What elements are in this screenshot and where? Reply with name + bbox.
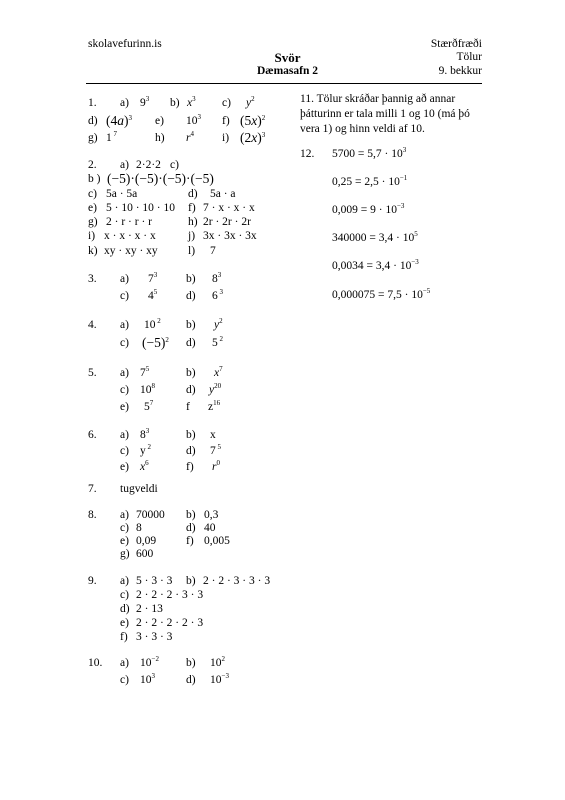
answer-text: f) <box>186 461 194 473</box>
answer-text: 1 $^7$ <box>106 130 117 144</box>
answer-text: 3x · 3x · 3x <box>203 230 257 242</box>
answer-text: d) <box>186 337 196 349</box>
answer-text: 11. Tölur skráðar þannig að annar <box>300 93 456 105</box>
answer-text: 12. <box>300 148 315 160</box>
answer-text: x · x · x · x <box>104 230 156 242</box>
answer-text: 5. <box>88 367 97 379</box>
answer-text: a) <box>120 367 129 379</box>
answer-text: xy · xy · xy <box>104 245 158 257</box>
answer-text: 10 $^2$ <box>144 317 161 331</box>
answer-text: $10^8$ <box>140 382 155 396</box>
answer-text: $0,000075 = 7,5 \cdot 10^{-5}$ <box>332 287 431 301</box>
answer-text: i) <box>88 230 96 242</box>
answer-text: 0,09 <box>136 535 157 547</box>
answer-text: $z^{16}$ <box>208 399 221 413</box>
answer-text: 9. <box>88 575 97 587</box>
answer-text: 2·2·2 <box>136 159 161 171</box>
topic: Tölur <box>456 51 482 63</box>
answer-text: $4^5$ <box>148 288 158 302</box>
answer-text: $0,0034 = 3,4 \cdot 10^{-3}$ <box>332 258 419 272</box>
answer-text: $7^3$ <box>148 271 158 285</box>
answer-text: g) <box>88 132 98 144</box>
answer-text: 0,3 <box>204 509 219 521</box>
answer-text: j) <box>188 230 196 242</box>
answer-text: b ) <box>88 173 101 185</box>
answer-text: a) <box>120 273 129 285</box>
answer-text: e) <box>120 401 129 413</box>
answer-text: tugveldi <box>120 483 158 495</box>
answer-text: $0,25 = 2,5 \cdot 10^{-1}$ <box>332 174 408 188</box>
answer-text: 2r · 2r · 2r <box>203 216 251 228</box>
answer-text: $10^3$ <box>140 672 155 686</box>
answer-text: $(2x)^3$ <box>240 130 266 145</box>
answer-text: h) <box>155 132 165 144</box>
answer-text: 600 <box>136 548 154 560</box>
answer-text: a) <box>120 657 129 669</box>
answer-text: $(-5)^2$ <box>142 335 169 350</box>
answer-text: f) <box>120 631 128 643</box>
answer-text: $8^3$ <box>140 427 150 441</box>
answer-text: c) <box>222 97 231 109</box>
answer-text: e) <box>155 115 164 127</box>
answer-text: 0,005 <box>204 535 230 547</box>
answer-text: x <box>210 429 216 441</box>
answer-text: vera 1) og hinn veldi af 10. <box>300 123 425 135</box>
answer-text: a) <box>120 97 129 109</box>
answer-text: c) <box>120 445 129 457</box>
answer-text: 2 · 13 <box>136 603 163 615</box>
answer-text: 4. <box>88 319 97 331</box>
answer-text: d) <box>186 522 196 534</box>
answer-text: $10^{-2}$ <box>140 655 159 669</box>
answer-text: $x^6$ <box>140 459 149 473</box>
answer-text: b) <box>186 575 196 587</box>
answer-text: d) <box>186 384 196 396</box>
answer-text: k) <box>88 245 98 257</box>
answer-text: g) <box>120 548 130 560</box>
answer-text: 6 $^3$ <box>212 288 223 302</box>
answer-text: 5a · a <box>210 188 236 200</box>
answer-text: l) <box>188 245 196 257</box>
answer-text: 2. <box>88 159 97 171</box>
page-title: Svör <box>274 50 301 65</box>
answer-text: 2 · 2 · 2 · 3 · 3 <box>136 589 204 601</box>
answer-text: $5^7$ <box>144 399 154 413</box>
answer-text: b) <box>186 429 196 441</box>
answer-text: þátturinn er tala milli 1 og 10 (má þó <box>300 108 470 120</box>
answer-text: a) <box>120 509 129 521</box>
answer-text: $9^3$ <box>140 95 150 109</box>
answer-text: a) <box>120 429 129 441</box>
grade: 9. bekkur <box>438 65 482 77</box>
answer-text: a) <box>120 575 129 587</box>
answer-text: $0,009 = 9 \cdot 10^{-3}$ <box>332 202 405 216</box>
answer-text: 1. <box>88 97 97 109</box>
answer-text: 3. <box>88 273 97 285</box>
answer-text: $10^3$ <box>186 113 201 127</box>
answer-text: b) <box>186 319 196 331</box>
answer-text: c) <box>120 674 129 686</box>
answer-text: d) <box>88 115 98 127</box>
answer-text: a) <box>120 319 129 331</box>
answer-text: $8^3$ <box>212 271 222 285</box>
answer-text: $r^4$ <box>186 130 194 144</box>
answer-text: $x^3$ <box>187 95 196 109</box>
answer-text: 5a · 5a <box>106 188 138 200</box>
answer-text: c) <box>120 290 129 302</box>
answer-text: h) <box>188 216 198 228</box>
answer-text: f) <box>222 115 230 127</box>
answer-text: c) <box>120 522 129 534</box>
answer-text: c) <box>120 589 129 601</box>
answer-text: 40 <box>204 522 216 534</box>
page-subtitle: Dæmasafn 2 <box>256 65 318 77</box>
answer-text: $x^7$ <box>214 365 223 379</box>
header-divider <box>86 83 482 84</box>
answer-text: 8. <box>88 509 97 521</box>
answer-text: $r^0$ <box>212 459 220 473</box>
answer-text: g) <box>88 216 98 228</box>
answer-text: $(5x)^2$ <box>240 113 266 128</box>
answer-text: 5 $^2$ <box>212 335 223 349</box>
answer-text: 10. <box>88 657 103 669</box>
answer-text: d) <box>188 188 198 200</box>
answer-text: d) <box>186 674 196 686</box>
answer-text: a) <box>120 159 129 171</box>
answer-text: b) <box>186 657 196 669</box>
answer-text: d) <box>186 290 196 302</box>
answer-text: f) <box>188 202 196 214</box>
answer-text: d) <box>186 445 196 457</box>
answer-text: c) <box>170 159 179 171</box>
answer-text: f <box>186 401 190 413</box>
answer-text: d) <box>120 603 130 615</box>
answer-text: 2 · 2 · 3 · 3 · 3 <box>203 575 271 587</box>
answer-text: b) <box>170 97 180 109</box>
answer-text: e) <box>88 202 97 214</box>
answer-text: 8 <box>136 522 142 534</box>
answer-text: b) <box>186 273 196 285</box>
answer-text: 7 · x · x · x <box>203 202 255 214</box>
answer-text: c) <box>120 384 129 396</box>
answer-text: f) <box>186 535 194 547</box>
answer-text: 7. <box>88 483 97 495</box>
answer-text: 5 · 10 · 10 · 10 <box>106 202 175 214</box>
site-name: skolavefurinn.is <box>88 38 162 50</box>
answer-text: $y^2$ <box>214 317 223 331</box>
answer-text: (−5)·(−5)·(−5)·(−5) <box>107 171 214 186</box>
answer-text: 7 <box>210 245 216 257</box>
answer-text: $10^2$ <box>210 655 225 669</box>
answer-text: 2 · 2 · 2 · 2 · 3 <box>136 617 204 629</box>
answer-text: c) <box>88 188 97 200</box>
answer-text: e) <box>120 461 129 473</box>
answer-text: 70000 <box>136 509 165 521</box>
answer-text: e) <box>120 535 129 547</box>
answer-text: $y^{20}$ <box>209 382 222 396</box>
answer-text: 3 · 3 · 3 <box>136 631 173 643</box>
answer-text: c) <box>120 337 129 349</box>
answer-text: $10^{-3}$ <box>210 672 229 686</box>
answer-text: 7 $^5$ <box>210 443 221 457</box>
answer-text: $y^2$ <box>246 95 255 109</box>
answer-text: $340000 = 3,4 \cdot 10^5$ <box>332 230 418 244</box>
answer-text: $5700 = 5,7 \cdot 10^3$ <box>332 146 407 160</box>
answer-text: b) <box>186 509 196 521</box>
answer-text: 2 · r · r · r <box>106 216 152 228</box>
answer-text: e) <box>120 617 129 629</box>
answer-text: 6. <box>88 429 97 441</box>
answer-text: $(4a)^3$ <box>106 113 132 128</box>
subject: Stærðfræði <box>430 38 482 50</box>
answer-text: i) <box>222 132 230 144</box>
answer-text: 5 · 3 · 3 <box>136 575 173 587</box>
answer-text: y $^2$ <box>140 443 151 457</box>
answer-text: $7^5$ <box>140 365 150 379</box>
answer-text: b) <box>186 367 196 379</box>
